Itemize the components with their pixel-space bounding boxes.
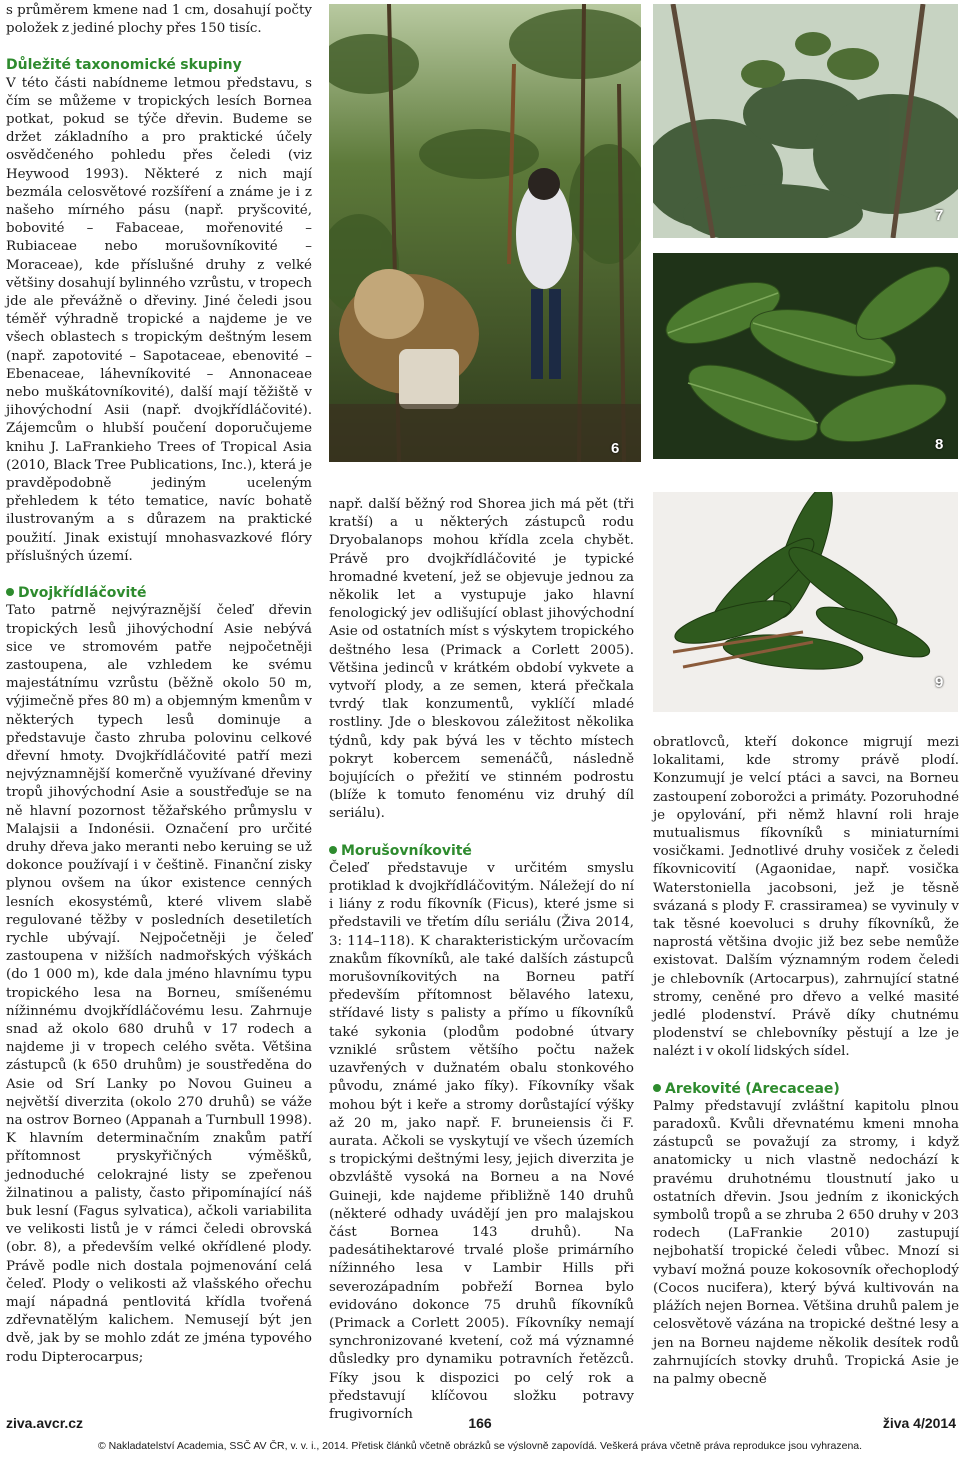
column-middle: [329, 496, 634, 1424]
photo-number-8: 8: [935, 436, 944, 453]
footer-page-number: 166: [468, 1415, 492, 1431]
section-heading-moraceae: [329, 842, 634, 860]
column-right: [653, 734, 959, 1389]
photo-tree-canopy: [653, 4, 958, 238]
footer-issue: živa 4/2014: [882, 1415, 956, 1431]
footer-copyright: © Nakladatelství Academia, SSČ AV ČR, v. v. i., 2014. Přetisk článků včetně obrázků se výslovně zapovídá. Veškerá práva včetně práva reprodukce jsou vyhrazena.: [97, 1440, 863, 1452]
photo-number-7: 7: [935, 207, 944, 224]
paragraph-dipterocarps: Tato patrně nejvýraznější čeleď dřevin tropických lesů jihovýchodní Asie nebývá sice ve stromovém patře nejpočetněji zastoupena, ale vzhledem ke svému majestátnímu vzrůstu (běžně okolo 50 m, výjimečně přes 80 m) a objemným kmenům v některých typech lesů dominuje a představuje často zhruba polovinu celkové dřevní hmoty. Dvojkřídláčovité patří mezi nejvýznamnější komerčně využívané dřeviny tropů jihovýchodní Asie a soustřeďuje se na ně hlavní pozornost těžařského průmyslu v Malajsii a Indonésii. Označení pro určité druhy dřeva jako meranti nebo keruing se už dokonce používají i v češtině. Finanční zisky plynou ovšem na úkor existence cenných lesních ekosystémů, které vlivem slabě regulované těžby v posledních desetiletích rychle ubývají. Nejpočetněji je čeleď zastoupena v nižších nadmořských výškách (do 1 000 m), kde dala jméno hlavnímu typu tropického lesa na Borneu, smíšenému nížinnému dvojkřídláčovému lesu. Zahrnuje snad až okolo 680 druhů v 17 rodech a najdeme ji v tropech celého světa. Většina zástupců (k 650 druhům) je soustředěna do Asie od Srí Lanky po Novou Guineu a největší diverzita (okolo 270 druhů) se váže na ostrov Borneo (Appanah a Turnbull 1998). K hlavním determinačním znakům patří přítomnost pryskyřičných výměšků, jednoduché celokrajné listy se zpeřenou žilnatinou a palisty, často připomínající náš buk lesní (Fagus sylvatica), ačkoli variabilita ve velikosti listů je v rámci čeledi obrovská (obr. 8), a především velké okřídlené plody. Právě podle nich dostala pojmenování celá čeleď. Plody o velikosti až vlašského ořechu mají nápadná pentlovitá křídla tvořená zdřevnatělým kalichem. Nemusejí být jen dvě, jak by se mohlo zdát ze jména typového rodu Dipterocarpus;: [6, 603, 312, 1365]
paragraph-dipterocarps-cont: např. další běžný rod Shorea jich má pět (tři kratší) a u některých zástupců rodu Dryobalanops mohou křídla zcela chybět. Právě pro dvojkřídláčovité je typické hromadné kvetení, jež se objevuje jednou za několik let a vystupuje jako hlavní fenologický jev odlišující oblast jihovýchodní Asie od ostatních míst s výskytem tropického deštného lesa (Primack a Corlett 2005). Většina jedinců v krátkém období vykvete a vytvoří plody, a ze semen, která přečkala tvrdý tlak konzumentů, vyklíčí mladé rostliny. Jde o bleskovou záležitost několika týdnů, kdy pak bývá les v těchto místech pokryt kobercem semenáčů, následně bojujících o přežití ve stinném podrostu (blíže k tomuto fenoménu viz druhý díl seriálu).: [329, 497, 634, 822]
column-left: [6, 2, 312, 1367]
section-bullet-icon: [6, 588, 14, 596]
heading-taxonomic-groups: Důležité taxonomické skupiny: [6, 57, 242, 74]
section-heading-text: Dvojkřídláčovité: [18, 585, 147, 602]
intro-paragraph: s průměrem kmene nad 1 cm, dosahují počty položek z jediné plochy přes 150 tisíc.: [6, 3, 312, 37]
photo-leaf-specimen: [653, 492, 958, 712]
photo-large-leaves: [653, 253, 958, 459]
photo-number-9: 9: [935, 674, 944, 691]
footer-website: ziva.avcr.cz: [6, 1415, 84, 1431]
paragraph-moraceae: Čeleď představuje v určitém smyslu protiklad k dvojkřídláčovitým. Náležejí do ní i liány z rodu fíkovník (Ficus), které jsme si představili ve třetím dílu seriálu (Živa 2014, 3: 114–118). K charakteristickým určovacím znakům fíkovníků, ale také dalších zástupců morušovníkovitých na Borneu patří především přítomnost bělavého latexu, střídavé listy s palisty a přímo u fíkovníků také sykonia (plodům podobné útvary vzniklé srůstem většího počtu nažek uzavřených v dužnatém obalu stonkového původu, známé jako fíky). Fíkovníky však mohou být i keře a stromy dorůstající výšky až 20 m, jako např. F. bruneiensis či F. aurata. Ačkoli se vyskytují ve všech územích s tropickými deštnými lesy, jejich diverzita je obzvláště vysoká na Borneu a na Nové Guineji, kde najdeme přibližně 140 druhů (některé odhady uvádějí jen pro malajskou část Bornea 143 druhů). Na padesátihektarové trvalé ploše primárního nížinného lesa v Lambir Hills při severozápadním pobřeží Bornea bylo evidováno dokonce 75 druhů fíkovníků (Primack a Corlett 2005). Fíkovníky nemají synchronizované kvetení, což má významné důsledky pro dynamiku potravních řetězců. Fíky jsou k dispozici po celý rok a představují klíčovou složku potravy frugivorních: [329, 860, 634, 1422]
section-heading-arecaceae: [653, 1080, 959, 1098]
section-bullet-icon: [329, 846, 337, 854]
section-bullet-icon: [653, 1084, 661, 1092]
section-heading-text: Morušovníkovité: [341, 842, 472, 859]
photo-forest-scene: [329, 4, 641, 462]
section-heading-text: Arekovité (Arecaceae): [665, 1080, 840, 1097]
photo-number-6: 6: [611, 440, 620, 457]
paragraph-moraceae-cont: obratlovců, kteří dokonce migrují mezi lokalitami, kde stromy právě plodí. Konzumují je velcí ptáci a savci, na Borneu zastoupení zoborožci a primáty. Pozoruhodné je opylování, při němž hlavní roli hraje mutualismus fíkovníků s miniaturními vosičkami. Jednotlivé druhy vosiček z čeledi fíkovnicovití (Agaonidae, např. vosička Waterstoniella jacobsoni, jež je těsně svázaná s plody F. crassiramea) se vyvinuly v tak těsné koevoluci s druhy fíkovníků, že naprostá většina dvojic již bez sebe nemůže existovat. Dalším významným rodem čeledi je chlebovník (Artocarpus), zahrnující statné stromy, ceněné pro dřevo a velké masité jedlé plodenství. Právě díky chutnému plodenství se chlebovníky pěstují a lze je nalézt i v okolí lidských sídel.: [653, 735, 959, 1060]
paragraph-arecaceae: Palmy představují zvláštní kapitolu plnou paradoxů. Kvůli dřevnatému kmeni mnoha zástupců se považují za stromy, i když anatomicky u nich vlastně nedochází k pravému druhotnému tloustnutí jako u ostatních dřevin. Jsou jedním z ikonických symbolů tropů a se zhruba 2 650 druhy v 203 rodech (LaFrankie 2010) zastupují nejbohatší tropické čeledi vůbec. Mnozí si vybaví možná pouze kokosovník ořechoplodý (Cocos nucifera), který bývá kultivován na plážích nejen Bornea. Většina druhů palem je celosvětově vázána na tropické deštné lesy a jen na Borneu najdeme několik desítek rodů zahrnujících stovky druhů. Tropická Asie je na palmy obecně: [653, 1098, 959, 1387]
section-heading-dipterocarps: [6, 584, 312, 602]
paragraph-taxonomic-groups: V této části nabídneme letmou představu, s čím se můžeme v tropických lesích Bornea potkat, pokud se týče dřevin. Budeme se držet základního a pro praktické účely osvědčeného pohledu přes čeledi (viz Heywood 1993). Některé z nich mají bezmála celosvětové rozšíření a známe je i z našeho mírného pásu (např. pryšcovité, bobovité – Fabaceae, mořenovité – Rubiaceae nebo morušovníkovité – Moraceae), kde příslušné druhy z velké většiny dosahují bylinného vzrůstu, v tropech jde ale převážně o dřeviny. Jiné čeledi jsou téměř výhradně tropické a najdeme je ve všech oblastech s tropickým deštným lesem (např. zapotovité – Sapotaceae, ebenovité – Ebenaceae, láhevníkovité – Annonaceae nebo muškátovníkovité), další mají těžiště v jihovýchodní Asii (např. dvojkřídláčovité). Zájemcům o hlubší poučení doporučujeme knihu J. LaFrankieho Trees of Tropical Asia (2010, Black Tree Publications, Inc.), která je pravděpodobně jediným uceleným přehledem k této tematice, navíc bohatě ilustrovaným a s důrazem na praktické použití. Jinak existují mnohasvazkové flóry příslušných území.: [6, 75, 312, 564]
